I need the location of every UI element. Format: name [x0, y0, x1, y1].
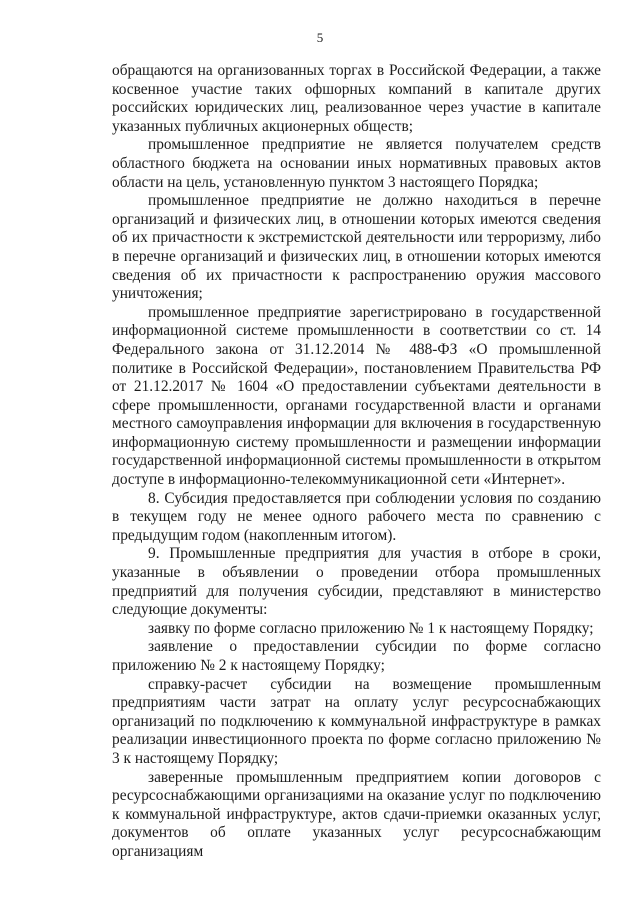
paragraph-application-form: заявку по форме согласно приложению № 1 к настоящему Порядку;: [148, 619, 594, 637]
paragraph-calculation-certificate: справку-расчет субсидии на возмещение промышленным предприятиям части затрат на оплату услуг ресурсоснабжающих организаций по подключению к коммунальной инфраструктуре в рамках реализации инвестиционного проекта по форме согласно приложению № 3 к настоящему Порядку;: [112, 675, 601, 767]
paragraph-not-recipient: промышленное предприятие не является получателем средств областного бюджета на основании иных нормативных правовых актов области на цель, установленную пунктом 3 настоящего Порядка;: [112, 136, 601, 191]
paragraph-gisp-registration: промышленное предприятие зарегистрировано в государственной информационной системе промышленности в соответствии со ст. 14 Федерального закона от 31.12.2014 № 488-ФЗ «О промышленной политике в Российской Федерации», постановлением Правительства РФ от 21.12.2017 № 1604 «О предоставлении субъектами деятельности в сфере промышленности, органами государственной власти и органами местного самоуправления информации для включения в государственную информационную систему промышленности и размещении информации государственной информационной системы промышленности в открытом доступе в информационно-телекоммуникационной сети «Интернет».: [112, 303, 601, 489]
paragraph-subsidy-statement: заявление о предоставлении субсидии по форме согласно приложению № 2 к настоящему Порядку;: [112, 638, 601, 674]
paragraph-item-9: 9. Промышленные предприятия для участия в отборе в сроки, указанные в объявлении о проведении отбора промышленных предприятий для получения субсидии, представляют в министерство следующие документы:: [112, 545, 601, 619]
page-number: 5: [316, 30, 324, 45]
document-body: [112, 62, 601, 862]
paragraph-not-in-extremist-list: промышленное предприятие не должно находиться в перечне организаций и физических лиц, в отношении которых имеются сведения об их причастности к экстремистской деятельности или терроризму, либо в перечне организаций и физических лиц, в отношении которых имеются сведения об их причастности к распространению оружия массового уничтожения;: [112, 192, 601, 303]
paragraph-contract-copies: заверенные промышленным предприятием копии договоров с ресурсоснабжающими организациями на оказание услуг по подключению к коммунальной инфраструктуре, актов сдачи-приемки оказанных услуг, документов об оплате указанных услуг ресурсоснабжающим организациям: [112, 768, 601, 860]
paragraph-offshore-continuation: обращаются на организованных торгах в Российской Федерации, а также косвенное участие таких офшорных компаний в капитале других российских юридических лиц, реализованное через участие в капитале указанных публичных акционерных обществ;: [112, 62, 601, 135]
paragraph-item-8: 8. Субсидия предоставляется при соблюдении условия по созданию в текущем году не менее одного рабочего места по сравнению с предыдущим годом (накопленным итогом).: [112, 489, 601, 544]
